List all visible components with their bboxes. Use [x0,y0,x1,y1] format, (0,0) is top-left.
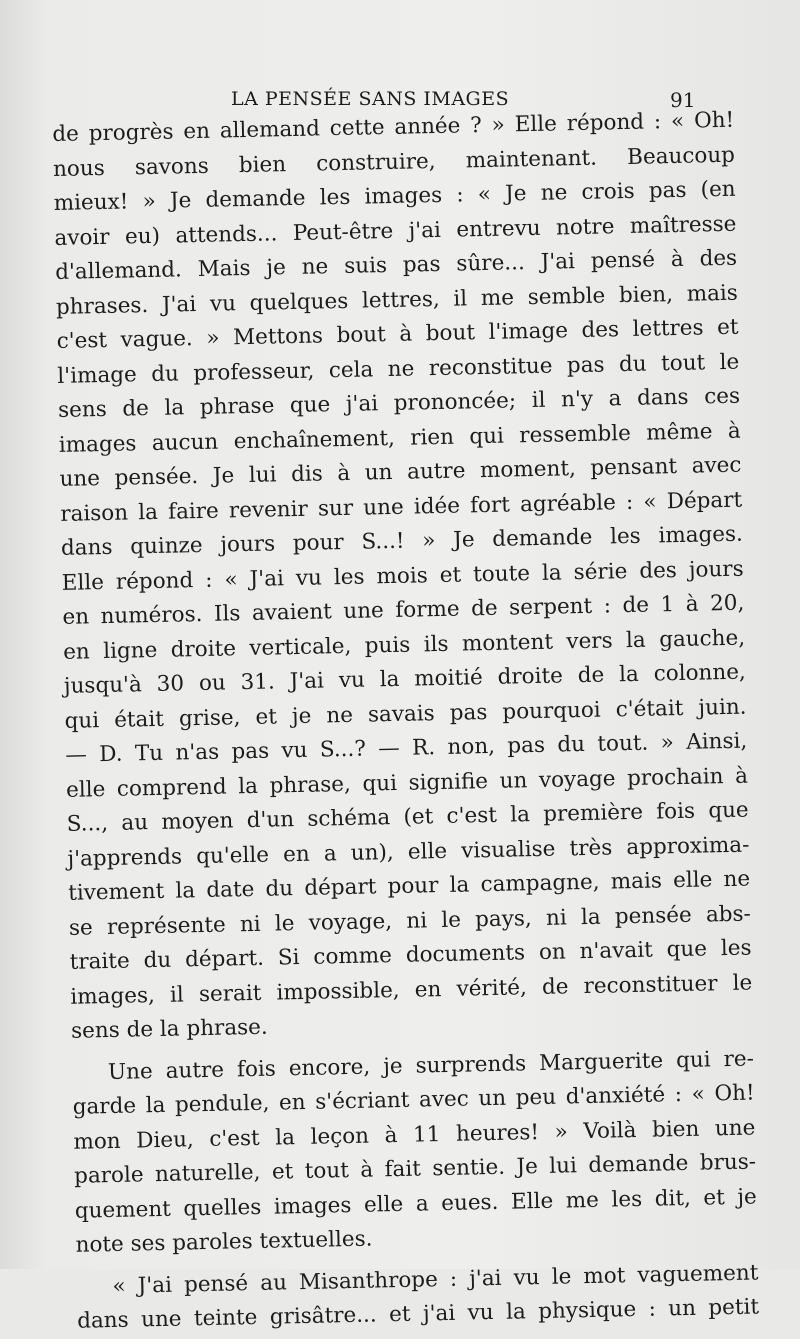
text-line: se représente ni le voyage, ni le pays, ni la pensée abs- [68,901,752,941]
paragraph [72,1042,758,1263]
text-line: en ligne droite verticale, puis ils montent vers la gauche, [62,625,746,665]
text-line: dans une teinte grisâtre... et j'ai vu la physique : un petit [76,1294,760,1334]
body-text [52,104,759,1339]
text-line: — D. Tu n'as pas vu S...? — R. non, pas du tout. » Ainsi, [65,728,748,768]
text-line: Une autre fois encore, je surprends Marguerite qui re- [107,1046,755,1085]
text-line: mon Dieu, c'est la leçon à 11 heures! » Voilà bien une [73,1114,756,1155]
text-line: l'image du professeur, cela ne reconstitue pas du tout le [57,349,740,389]
text-line: quement quelles images elle a eues. Elle me les dit, et je [74,1183,758,1224]
running-title: LA PENSÉE SANS IMAGES [231,88,510,110]
text-line: sens de la phrase que j'ai prononcée; il n'y a dans ces [57,383,741,423]
text-line: mieux! » Je demande les images : « Je ne crois pas (en [53,176,736,216]
text-line: phrases. J'ai vu quelques lettres, il me semble bien, mais [55,280,739,320]
text-line: en numéros. Ils avaient une forme de serpent : de 1 à 20, [62,590,745,630]
text-line: dans quinze jours pour S...! » Je demande les images. [60,521,744,561]
text-line: sens de la phrase. [70,1014,268,1044]
text-line: qui était grise, et je ne savais pas pourquoi c'était juin. [64,694,747,734]
text-line: tivement la date du départ pour la campagne, mais elle ne [67,866,751,906]
text-line: images aucun enchaînement, rien qui ressemble même à [58,418,741,458]
text-line: d'allemand. Mais je ne suis pas sûre... J'ai pensé à des [54,245,738,285]
text-line: jusqu'à 30 ou 31. J'ai vu la moitié droite de la colonne, [63,659,747,699]
text-line: raison la faire revenir sur une idée fort agréable : « Départ [60,487,743,527]
text-line: c'est vague. » Mettons bout à bout l'image des lettres et [56,314,739,354]
text-line: « J'ai pensé au Misanthrope : j'ai vu le mot vaguement [112,1259,759,1299]
text-line: parole naturelle, et tout à fait sentie. Je lui demande brus- [73,1149,757,1189]
text-line: images, il serait impossible, en vérité, de reconstituer le [70,970,753,1010]
text-line: une pensée. Je lui dis à un autre moment, pensant avec [59,452,742,492]
page-number: 91 [670,88,696,112]
text-line: elle comprend la phrase, qui signifie un voyage prochain à [65,763,749,803]
paragraph [52,104,753,1050]
text-line: de progrès en allemand cette année ? » Elle répond : « Oh! [52,107,735,147]
text-line: j'apprends qu'elle en a un), elle visualise très approxima- [67,832,750,872]
text-line: Elle répond : « J'ai vu les mois et toute la série des jours [61,556,744,596]
paragraph [76,1256,759,1339]
text-line: garde la pendule, en s'écriant avec un peu d'anxiété : « Oh! [72,1080,755,1120]
text-line: traite du départ. Si comme documents on n'avait que les [69,935,752,975]
text-line: note ses paroles textuelles. [75,1226,373,1258]
text-line: S..., au moyen d'un schéma (et c'est la première fois que [66,797,749,837]
text-line: avoir eu) attends... Peut-être j'ai entrevu notre maîtresse [54,211,737,251]
text-line: nous savons bien construire, maintenant. Beaucoup [52,142,736,182]
